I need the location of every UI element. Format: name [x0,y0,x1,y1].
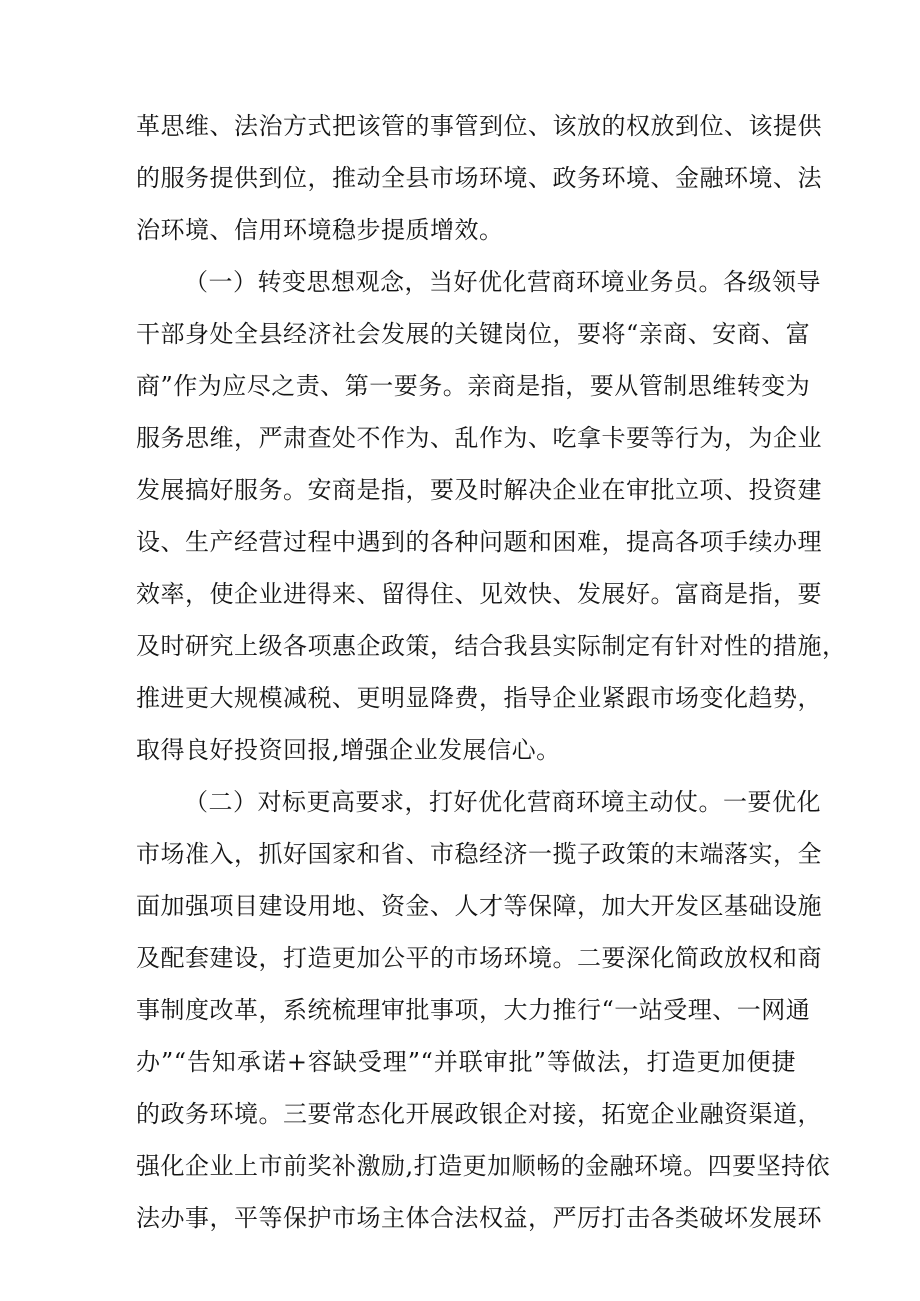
text-line: 商”作为应尽之责、第一要务。亲商是指，要从管制思维转变为 [136,372,811,400]
section-heading-line: （一）转变思想观念，当好优化营商环境业务员。各级领导 [184,268,821,296]
text-line: 干部身处全县经济社会发展的关键岗位，要将“亲商、安商、富 [136,320,811,348]
section-heading-line: （二）对标更高要求，打好优化营商环境主动仗。一要优化 [184,788,821,816]
text-line: 发展搞好服务。安商是指，要及时解决企业在审批立项、投资建 [136,476,822,504]
text-line: 法办事，平等保护市场主体合法权益，严厉打击各类破坏发展环 [136,1204,822,1232]
text-line: 取得良好投资回报,增强企业发展信心。 [136,736,561,764]
text-line: 事制度改革，系统梳理审批事项，大力推行“一站受理、一网通 [136,996,811,1024]
text-line: 强化企业上市前奖补激励,打造更加顺畅的金融环境。四要坚持依 [136,1152,831,1180]
section-two-paragraph [136,776,831,1244]
text-line: 革思维、法治方式把该管的事管到位、该放的权放到位、该提供 [136,112,822,140]
text-line: 办”“告知承诺+容缺受理”“并联审批”等做法，打造更加便捷 [136,1048,796,1076]
document-body [136,100,847,1244]
section-one-paragraph [136,256,847,776]
text-line: 及配套建设，打造更加公平的市场环境。二要深化简政放权和商 [136,944,822,972]
text-line: 服务思维，严肃查处不作为、乱作为、吃拿卡要等行为，为企业 [136,424,822,452]
text-line: 推进更大规模减税、更明显降费，指导企业紧跟市场变化趋势， [136,684,822,712]
text-line: 面加强项目建设用地、资金、人才等保障，加大开发区基础设施 [136,892,822,920]
text-line: 治环境、信用环境稳步提质增效。 [136,216,504,244]
text-line: 设、生产经营过程中遇到的各种问题和困难，提高各项手续办理 [136,528,822,556]
text-line: 市场准入，抓好国家和省、市稳经济一揽子政策的末端落实，全 [136,840,822,868]
text-line: 的政务环境。三要常态化开展政银企对接，拓宽企业融资渠道， [136,1100,822,1128]
text-line: 及时研究上级各项惠企政策，结合我县实际制定有针对性的措施， [136,632,847,660]
text-line: 的服务提供到位，推动全县市场环境、政务环境、金融环境、法 [136,164,822,192]
text-line: 效率，使企业进得来、留得住、见效快、发展好。富商是指，要 [136,580,822,608]
paragraph-continuation [136,100,822,256]
